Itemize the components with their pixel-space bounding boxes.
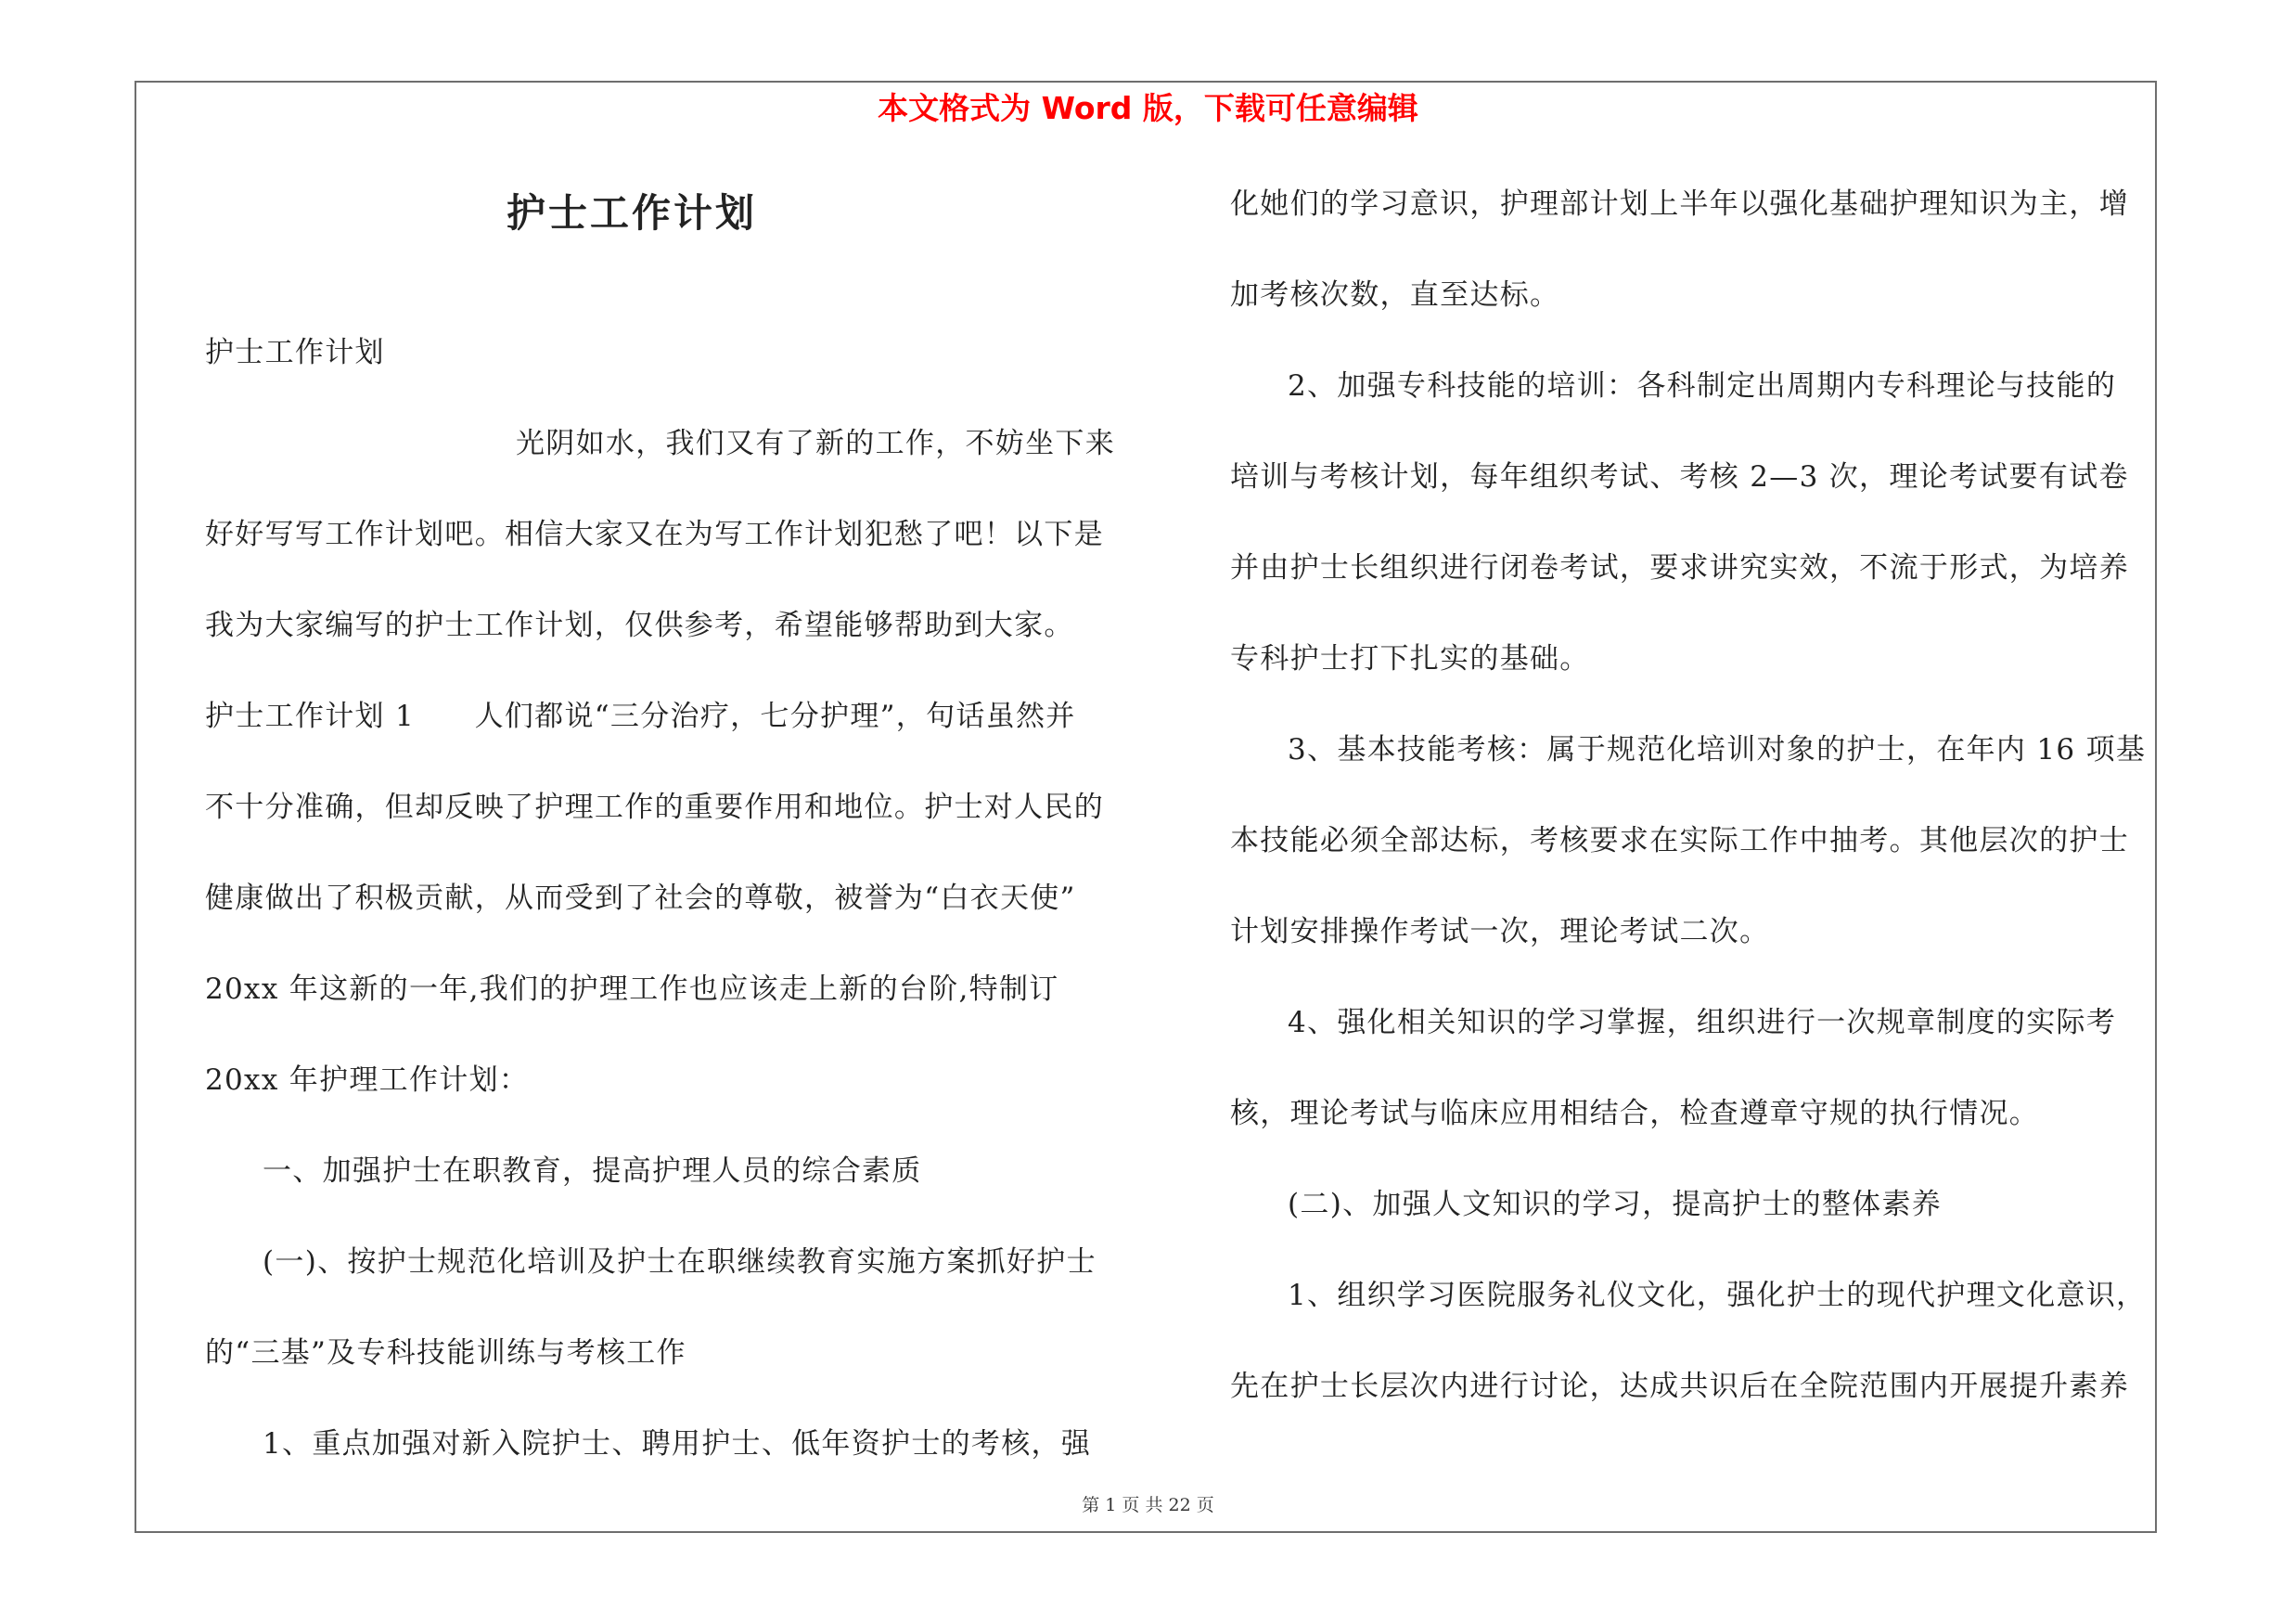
text-line: 不十分准确，但却反映了护理工作的重要作用和地位。护士对人民的 bbox=[205, 791, 1104, 824]
text-line: 健康做出了积极贡献，从而受到了社会的尊敬，被誉为“白衣天使” bbox=[205, 882, 1076, 915]
text-line: 好好写写工作计划吧。相信大家又在为写工作计划犯愁了吧！以下是 bbox=[205, 518, 1104, 551]
section-heading: (二)、加强人文知识的学习，提高护士的整体素养 bbox=[1288, 1188, 1943, 1221]
text-line: (一)、按护士规范化培训及护士在职继续教育实施方案抓好护士 bbox=[263, 1245, 1097, 1279]
text-line: 加考核次数，直至达标。 bbox=[1230, 278, 1560, 312]
text-line: 4、强化相关知识的学习掌握，组织进行一次规章制度的实际考 bbox=[1288, 1006, 2117, 1039]
text-line: 先在护士长层次内进行讨论，达成共识后在全院范围内开展提升素养 bbox=[1230, 1370, 2129, 1403]
section-heading: 一、加强护士在职教育，提高护理人员的综合素质 bbox=[263, 1154, 922, 1188]
text-line: 1、组织学习医院服务礼仪文化，强化护士的现代护理文化意识， bbox=[1288, 1279, 2147, 1312]
text-line: 并由护士长组织进行闭卷考试，要求讲究实效，不流于形式，为培养 bbox=[1230, 551, 2129, 585]
text-line: 本技能必须全部达标，考核要求在实际工作中抽考。其他层次的护士 bbox=[1230, 824, 2129, 857]
right-column bbox=[1230, 181, 2148, 1454]
text-line: 护士工作计划 1 人们都说“三分治疗，七分护理”，句话虽然并 bbox=[205, 700, 1076, 733]
text-line: 光阴如水，我们又有了新的工作，不妨坐下来 bbox=[516, 427, 1115, 460]
text-line: 计划安排操作考试一次，理论考试二次。 bbox=[1230, 915, 1770, 948]
format-banner: 本文格式为 Word 版，下载可任意编辑 bbox=[878, 90, 1418, 126]
text-line: 20xx 年这新的一年,我们的护理工作也应该走上新的台阶,特制订 bbox=[205, 973, 1059, 1006]
text-line: 我为大家编写的护士工作计划，仅供参考，希望能够帮助到大家。 bbox=[205, 609, 1074, 642]
text-line: 培训与考核计划，每年组织考试、考核 2—3 次，理论考试要有试卷 bbox=[1230, 460, 2129, 494]
text-line: 护士工作计划 bbox=[205, 336, 385, 369]
left-column bbox=[205, 190, 1123, 1512]
text-line: 2、加强专科技能的培训：各科制定出周期内专科理论与技能的 bbox=[1288, 369, 2117, 403]
text-line: 专科护士打下扎实的基础。 bbox=[1230, 642, 1590, 676]
text-line: 核，理论考试与临床应用相结合，检查遵章守规的执行情况。 bbox=[1230, 1097, 2040, 1130]
page-number: 第 1 页 共 22 页 bbox=[1082, 1495, 1214, 1515]
text-line: 3、基本技能考核：属于规范化培训对象的护士，在年内 16 项基 bbox=[1288, 733, 2147, 766]
document-title: 护士工作计划 bbox=[507, 190, 758, 236]
text-line: 化她们的学习意识，护理部计划上半年以强化基础护理知识为主，增 bbox=[1230, 187, 2129, 221]
text-line: 1、重点加强对新入院护士、聘用护士、低年资护士的考核，强 bbox=[263, 1427, 1092, 1461]
text-line: 的“三基”及专科技能训练与考核工作 bbox=[205, 1336, 686, 1370]
text-line: 20xx 年护理工作计划： bbox=[205, 1063, 530, 1097]
